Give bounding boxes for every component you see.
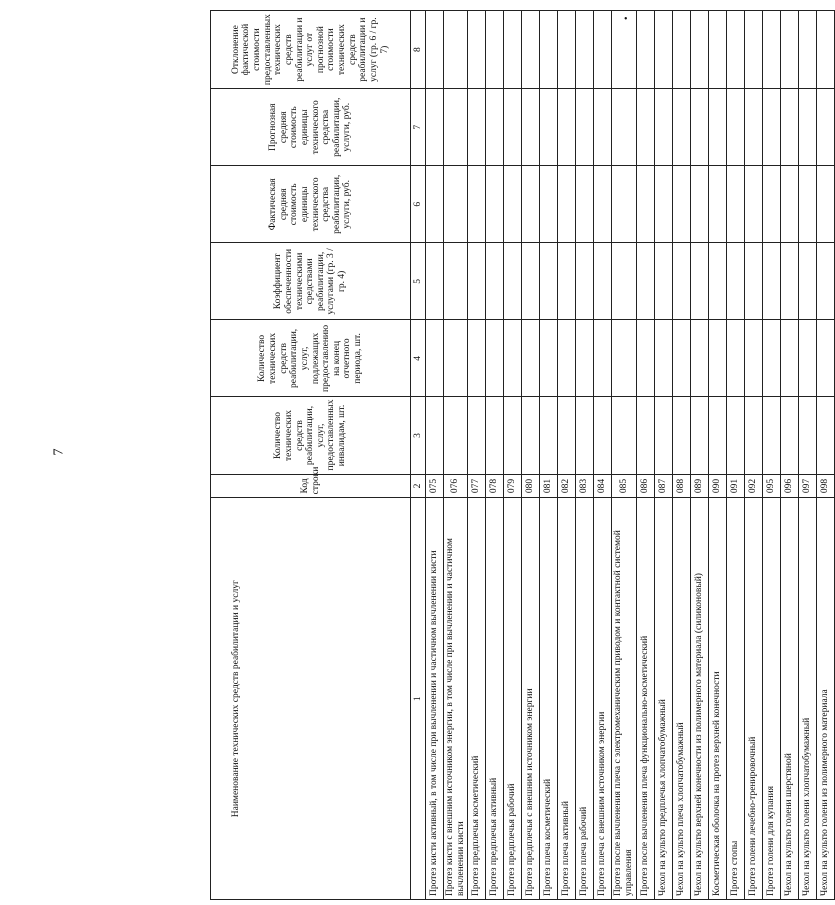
header-name: Наименование технических средств реабилитации и услуг [211, 498, 411, 900]
empty-cell [486, 166, 504, 243]
row-code: 090 [708, 474, 726, 498]
table-row [558, 11, 576, 900]
empty-cell [762, 11, 780, 89]
empty-cell [594, 397, 612, 474]
empty-cell [780, 11, 798, 89]
empty-cell [576, 320, 594, 397]
empty-cell [816, 243, 834, 320]
empty-cell [636, 11, 654, 89]
header-cost-deviation: Отклонение фактической стоимости предоставленных технических средств реабилитации и услуг от прогнозной стоимости технических средств реабилитации и услуг (гр. 6 / гр. 7) [211, 11, 411, 89]
empty-cell [522, 320, 540, 397]
header-provided-count: Количество технических средств реабилитации, услуг, предоставленных инвалидам, шт. [211, 397, 411, 474]
empty-cell [444, 166, 468, 243]
row-name: Протез после вычленения плеча функционально-косметический [636, 498, 654, 900]
empty-cell [486, 397, 504, 474]
table-row [426, 11, 444, 900]
table-row [576, 11, 594, 900]
empty-cell [762, 243, 780, 320]
empty-cell [762, 397, 780, 474]
row-code: 081 [540, 474, 558, 498]
table-row [726, 11, 744, 900]
empty-cell [486, 320, 504, 397]
table-row [468, 11, 486, 900]
empty-cell [612, 11, 636, 89]
empty-cell [612, 243, 636, 320]
empty-cell [744, 166, 762, 243]
empty-cell [540, 166, 558, 243]
empty-cell [780, 166, 798, 243]
empty-cell [780, 243, 798, 320]
table-row [540, 11, 558, 900]
empty-cell [576, 243, 594, 320]
empty-cell [672, 397, 690, 474]
column-number: 5 [411, 243, 426, 320]
empty-cell [816, 89, 834, 166]
empty-cell [540, 397, 558, 474]
row-code: 091 [726, 474, 744, 498]
row-name: Чехол на культю плеча хлопчатобумажный [672, 498, 690, 900]
row-code: 087 [654, 474, 672, 498]
table-row [762, 11, 780, 900]
row-name: Протез после вычленения плеча с электромеханическим приводом и контактной системой управления [612, 498, 636, 900]
empty-cell [486, 243, 504, 320]
table-row [636, 11, 654, 900]
empty-cell [654, 320, 672, 397]
column-number: 2 [411, 474, 426, 498]
empty-cell [798, 11, 816, 89]
column-number: 6 [411, 166, 426, 243]
empty-cell [654, 89, 672, 166]
empty-cell [690, 243, 708, 320]
header-actual-cost: Фактическая средняя стоимость единицы технического средства реабилитации, услуги, руб. [211, 166, 411, 243]
table-row [690, 11, 708, 900]
empty-cell [468, 243, 486, 320]
empty-cell [636, 397, 654, 474]
empty-cell [612, 397, 636, 474]
header-code: Код строки [211, 474, 411, 498]
empty-cell [744, 243, 762, 320]
empty-cell [522, 89, 540, 166]
header-row [211, 11, 411, 900]
column-number: 1 [411, 498, 426, 900]
empty-cell [690, 166, 708, 243]
empty-cell [486, 11, 504, 89]
empty-cell [558, 320, 576, 397]
row-code: 086 [636, 474, 654, 498]
empty-cell [708, 243, 726, 320]
empty-cell [798, 397, 816, 474]
row-code: 076 [444, 474, 468, 498]
table-row [708, 11, 726, 900]
empty-cell [594, 11, 612, 89]
empty-cell [612, 89, 636, 166]
empty-cell [708, 166, 726, 243]
row-name: Протез голени лечебно-тренировочный [744, 498, 762, 900]
empty-cell [444, 320, 468, 397]
empty-cell [594, 320, 612, 397]
row-name: Косметическая оболочка на протез верхней конечности [708, 498, 726, 900]
empty-cell [486, 89, 504, 166]
empty-cell [816, 397, 834, 474]
empty-cell [522, 11, 540, 89]
table-row [816, 11, 834, 900]
empty-cell [522, 166, 540, 243]
table-row [594, 11, 612, 900]
empty-cell [708, 89, 726, 166]
empty-cell [708, 11, 726, 89]
empty-cell [816, 320, 834, 397]
empty-cell [504, 243, 522, 320]
row-code: 089 [690, 474, 708, 498]
row-name: Чехол на культю голени хлопчатобумажный [798, 498, 816, 900]
table-row [780, 11, 798, 900]
empty-cell [690, 89, 708, 166]
row-name: Протез плеча активный [558, 498, 576, 900]
column-number: 8 [411, 11, 426, 89]
empty-cell [798, 166, 816, 243]
empty-cell [798, 243, 816, 320]
empty-cell [426, 243, 444, 320]
empty-cell [594, 89, 612, 166]
empty-cell [690, 11, 708, 89]
row-code: 075 [426, 474, 444, 498]
empty-cell [690, 320, 708, 397]
row-name: Протез плеча рабочий [576, 498, 594, 900]
row-code: 082 [558, 474, 576, 498]
empty-cell [558, 166, 576, 243]
empty-cell [504, 89, 522, 166]
row-name: Протез кисти активный, в том числе при вычленении и частичном вычленении кисти [426, 498, 444, 900]
empty-cell [576, 397, 594, 474]
row-name: Протез голени для купания [762, 498, 780, 900]
header-forecast-cost: Прогнозная средняя стоимость единицы технического средства реабилитации, услуги, руб. [211, 89, 411, 166]
empty-cell [654, 397, 672, 474]
row-code: 079 [504, 474, 522, 498]
empty-cell [444, 397, 468, 474]
empty-cell [654, 11, 672, 89]
empty-cell [636, 320, 654, 397]
empty-cell [540, 11, 558, 89]
empty-cell [762, 89, 780, 166]
empty-cell [726, 89, 744, 166]
table-row [504, 11, 522, 900]
row-code: 098 [816, 474, 834, 498]
row-code: 088 [672, 474, 690, 498]
table-row [486, 11, 504, 900]
empty-cell [426, 397, 444, 474]
empty-cell [636, 166, 654, 243]
empty-cell [708, 320, 726, 397]
row-name: Чехол на культю верхней конечности из полимерного материала (силиконовый) [690, 498, 708, 900]
empty-cell [576, 11, 594, 89]
empty-cell [426, 320, 444, 397]
empty-cell [468, 166, 486, 243]
empty-cell [522, 243, 540, 320]
empty-cell [576, 166, 594, 243]
empty-cell [594, 166, 612, 243]
empty-cell [468, 89, 486, 166]
empty-cell [426, 11, 444, 89]
empty-cell [426, 166, 444, 243]
empty-cell [744, 11, 762, 89]
empty-cell [558, 11, 576, 89]
empty-cell [726, 243, 744, 320]
empty-cell [504, 166, 522, 243]
row-code: 092 [744, 474, 762, 498]
column-number: 4 [411, 320, 426, 397]
empty-cell [672, 89, 690, 166]
empty-cell [540, 320, 558, 397]
empty-cell [726, 320, 744, 397]
table-row [654, 11, 672, 900]
empty-cell [468, 11, 486, 89]
empty-cell [672, 320, 690, 397]
empty-cell [798, 320, 816, 397]
row-name: Протез предплечья косметический [468, 498, 486, 900]
header-due-count: Количество технических средств реабилитации, услуг, подлежащих предоставлению на конец отчетного периода, шт. [211, 320, 411, 397]
row-code: 083 [576, 474, 594, 498]
empty-cell [468, 397, 486, 474]
row-code: 085 [612, 474, 636, 498]
empty-cell [612, 166, 636, 243]
empty-cell [780, 89, 798, 166]
empty-cell [744, 89, 762, 166]
empty-cell [558, 89, 576, 166]
report-table [210, 10, 835, 900]
table-row [672, 11, 690, 900]
empty-cell [444, 11, 468, 89]
empty-cell [654, 243, 672, 320]
column-numbers-row [411, 11, 426, 900]
empty-cell [522, 397, 540, 474]
column-number: 3 [411, 397, 426, 474]
empty-cell [636, 243, 654, 320]
empty-cell [726, 11, 744, 89]
empty-cell [504, 320, 522, 397]
empty-cell [726, 166, 744, 243]
table-row [612, 11, 636, 900]
row-name: Протез стопы [726, 498, 744, 900]
empty-cell [744, 397, 762, 474]
row-code: 080 [522, 474, 540, 498]
empty-cell [558, 397, 576, 474]
empty-cell [780, 320, 798, 397]
row-code: 084 [594, 474, 612, 498]
header-coverage-ratio: Коэффициент обеспеченности техническими средствами реабилитации, услугами (гр. 3 / гр. 4) [211, 243, 411, 320]
empty-cell [672, 243, 690, 320]
empty-cell [468, 320, 486, 397]
table-row [444, 11, 468, 900]
row-name: Протез плеча с внешним источником энергии [594, 498, 612, 900]
empty-cell [762, 320, 780, 397]
empty-cell [744, 320, 762, 397]
row-name: Чехол на культю предплечья хлопчатобумажный [654, 498, 672, 900]
empty-cell [672, 11, 690, 89]
empty-cell [726, 397, 744, 474]
empty-cell [540, 89, 558, 166]
page-number: 7 [51, 448, 67, 456]
row-name: Протез предплечья с внешним источником энергии [522, 498, 540, 900]
empty-cell [558, 243, 576, 320]
empty-cell [540, 243, 558, 320]
empty-cell [426, 89, 444, 166]
empty-cell [816, 166, 834, 243]
empty-cell [594, 243, 612, 320]
row-name: Протез предплечья рабочий [504, 498, 522, 900]
empty-cell [504, 11, 522, 89]
empty-cell [444, 243, 468, 320]
row-name: Чехол на культю голени шерстяной [780, 498, 798, 900]
empty-cell [780, 397, 798, 474]
corner-mark: • [624, 14, 628, 25]
empty-cell [504, 397, 522, 474]
empty-cell [690, 397, 708, 474]
row-name: Протез плеча косметический [540, 498, 558, 900]
row-code: 096 [780, 474, 798, 498]
row-code: 078 [486, 474, 504, 498]
empty-cell [672, 166, 690, 243]
table-row [522, 11, 540, 900]
empty-cell [816, 11, 834, 89]
table-row [744, 11, 762, 900]
empty-cell [612, 320, 636, 397]
row-code: 095 [762, 474, 780, 498]
empty-cell [798, 89, 816, 166]
empty-cell [444, 89, 468, 166]
table-row [798, 11, 816, 900]
row-name: Протез предплечья активный [486, 498, 504, 900]
empty-cell [636, 89, 654, 166]
row-name: Протез кисти с внешним источником энергии, в том числе при вычленении и частичном вычленении кисти [444, 498, 468, 900]
empty-cell [576, 89, 594, 166]
column-number: 7 [411, 89, 426, 166]
report-table-container [210, 10, 830, 900]
row-name: Чехол на культю голени из полимерного материала [816, 498, 834, 900]
row-code: 077 [468, 474, 486, 498]
empty-cell [654, 166, 672, 243]
row-code: 097 [798, 474, 816, 498]
empty-cell [762, 166, 780, 243]
empty-cell [708, 397, 726, 474]
